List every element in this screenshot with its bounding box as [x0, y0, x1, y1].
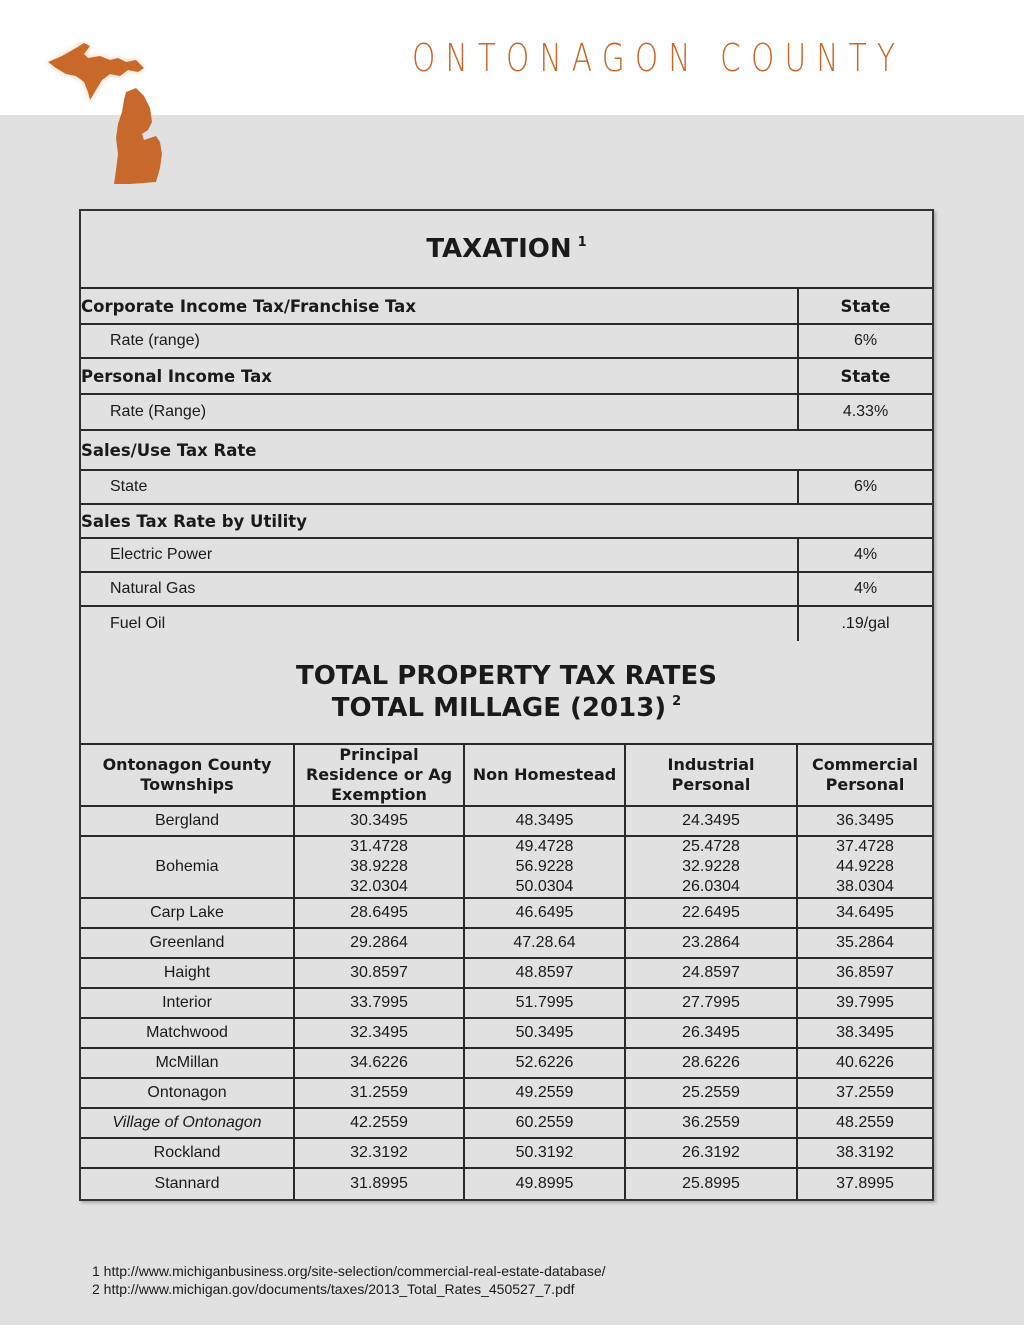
industrial-personal-value: 27.7995 — [682, 994, 740, 1011]
tax-rate-value: 6% — [853, 478, 878, 495]
principal-residence-value: 32.3192 — [350, 1144, 408, 1161]
non-homestead-value: 49.2559 — [515, 1084, 574, 1101]
non-homestead-value-cell — [465, 1109, 626, 1137]
industrial-personal-value: 32.9228 — [682, 858, 740, 875]
tax-section-heading-row — [81, 289, 932, 325]
industrial-personal-value-cell — [626, 807, 798, 835]
commercial-personal-value-cell — [798, 989, 932, 1017]
industrial-personal-value: 26.0304 — [682, 878, 740, 895]
commercial-personal-value: 38.3495 — [836, 1024, 894, 1041]
property-column-headers — [81, 745, 932, 807]
industrial-personal-value-cell — [626, 959, 798, 987]
township-row — [81, 1139, 932, 1169]
commercial-personal-value-cell — [798, 1109, 932, 1137]
commercial-personal-value: 38.0304 — [836, 878, 894, 895]
tax-rate-row — [81, 325, 932, 359]
tax-rate-value: 4% — [853, 580, 878, 597]
property-title-line2: TOTAL MILLAGE (2013) — [331, 693, 667, 723]
non-homestead-value: 51.7995 — [515, 994, 574, 1011]
taxation-title-row — [81, 211, 932, 289]
industrial-personal-value-cell — [626, 899, 798, 927]
principal-residence-value-cell — [295, 989, 465, 1017]
county-title: ONTONAGON COUNTY — [412, 36, 906, 80]
non-homestead-value: 50.3495 — [515, 1024, 574, 1041]
taxation-title-text: TAXATION — [426, 234, 572, 264]
principal-residence-value-cell — [295, 1169, 465, 1199]
commercial-personal-value: 48.2559 — [836, 1114, 894, 1131]
township-name: McMillan — [81, 1049, 295, 1077]
tax-rate-row — [81, 573, 932, 607]
commercial-personal-value-cell — [798, 929, 932, 957]
tax-rate-row — [81, 539, 932, 573]
tax-sections — [81, 289, 932, 641]
tax-rate-label: Fuel Oil — [81, 607, 799, 641]
industrial-personal-value: 25.4728 — [682, 838, 740, 855]
principal-residence-value-cell — [295, 1049, 465, 1077]
principal-residence-value: 33.7995 — [350, 994, 408, 1011]
township-row — [81, 1169, 932, 1199]
commercial-personal-value: 38.3192 — [836, 1144, 894, 1161]
township-name: Bergland — [81, 807, 295, 835]
principal-residence-value: 29.2864 — [350, 934, 408, 951]
principal-residence-value-cell — [295, 929, 465, 957]
tax-rate-label: Natural Gas — [81, 573, 799, 605]
industrial-personal-value: 26.3192 — [682, 1144, 740, 1161]
principal-residence-value: 30.3495 — [350, 812, 408, 829]
footnote-ref-2: 2 — [672, 694, 682, 709]
commercial-personal-value: 37.2559 — [836, 1084, 894, 1101]
principal-residence-value: 42.2559 — [350, 1114, 408, 1131]
commercial-personal-value: 36.3495 — [836, 812, 894, 829]
non-homestead-value: 49.4728 — [515, 838, 574, 855]
township-row — [81, 929, 932, 959]
principal-residence-value-cell — [295, 807, 465, 835]
principal-residence-value: 38.9228 — [350, 858, 408, 875]
footnote-ref-1: 1 — [577, 235, 587, 250]
non-homestead-value: 50.3192 — [515, 1144, 574, 1161]
non-homestead-value: 48.3495 — [515, 812, 574, 829]
township-row — [81, 899, 932, 929]
principal-residence-value: 31.2559 — [350, 1084, 408, 1101]
principal-residence-value-cell — [295, 1109, 465, 1137]
tax-section-jurisdiction: State — [840, 366, 891, 386]
principal-residence-value: 31.8995 — [350, 1175, 408, 1192]
township-name: Rockland — [81, 1139, 295, 1167]
tax-rate-value: .19/gal — [841, 615, 890, 632]
tax-rate-label: Electric Power — [81, 539, 799, 571]
non-homestead-value-cell — [465, 1139, 626, 1167]
non-homestead-value-cell — [465, 899, 626, 927]
industrial-personal-value: 25.2559 — [682, 1084, 740, 1101]
principal-residence-value: 30.8597 — [350, 964, 408, 981]
commercial-personal-value-cell — [798, 807, 932, 835]
tax-rate-row — [81, 395, 932, 431]
commercial-personal-value-cell — [798, 1019, 932, 1047]
non-homestead-value: 56.9228 — [515, 858, 574, 875]
industrial-personal-value-cell — [626, 837, 798, 897]
tax-section-heading-row — [81, 359, 932, 395]
tax-rate-label: Rate (Range) — [81, 395, 799, 429]
tax-section-heading: Corporate Income Tax/Franchise Tax — [81, 289, 799, 323]
industrial-personal-value-cell — [626, 989, 798, 1017]
taxation-title — [81, 211, 932, 287]
non-homestead-value-cell — [465, 989, 626, 1017]
commercial-personal-value: 34.6495 — [836, 904, 894, 921]
township-name: Carp Lake — [81, 899, 295, 927]
township-name: Stannard — [81, 1169, 295, 1199]
township-row — [81, 807, 932, 837]
principal-residence-value-cell — [295, 837, 465, 897]
township-name: Ontonagon — [81, 1079, 295, 1107]
commercial-personal-value-cell — [798, 1049, 932, 1077]
column-header-non-homestead: Non Homestead — [465, 745, 626, 805]
commercial-personal-value-cell — [798, 1079, 932, 1107]
principal-residence-value: 31.4728 — [350, 838, 408, 855]
michigan-map-icon — [40, 38, 195, 188]
tax-rate-row — [81, 607, 932, 641]
principal-residence-value-cell — [295, 959, 465, 987]
column-header-industrial-personal: Industrial Personal — [626, 745, 798, 805]
property-title-row — [81, 641, 932, 745]
principal-residence-value-cell — [295, 1139, 465, 1167]
industrial-personal-value: 28.6226 — [682, 1054, 740, 1071]
commercial-personal-value-cell — [798, 959, 932, 987]
township-name: Matchwood — [81, 1019, 295, 1047]
commercial-personal-value: 44.9228 — [836, 858, 894, 875]
non-homestead-value-cell — [465, 1079, 626, 1107]
township-name: Village of Ontonagon — [81, 1109, 295, 1137]
township-row — [81, 989, 932, 1019]
tax-rate-label: State — [81, 471, 799, 503]
property-rows — [81, 807, 932, 1199]
column-header-townships: Ontonagon County Townships — [81, 745, 295, 805]
tax-rate-value: 4.33% — [842, 403, 889, 420]
principal-residence-value-cell — [295, 899, 465, 927]
industrial-personal-value: 22.6495 — [682, 904, 740, 921]
commercial-personal-value-cell — [798, 1169, 932, 1199]
township-name: Haight — [81, 959, 295, 987]
industrial-personal-value-cell — [626, 1019, 798, 1047]
township-name: Bohemia — [81, 837, 295, 897]
non-homestead-value: 60.2559 — [515, 1114, 574, 1131]
principal-residence-value: 28.6495 — [350, 904, 408, 921]
non-homestead-value-cell — [465, 1049, 626, 1077]
non-homestead-value-cell — [465, 807, 626, 835]
industrial-personal-value: 23.2864 — [682, 934, 740, 951]
non-homestead-value: 46.6495 — [515, 904, 574, 921]
industrial-personal-value: 36.2559 — [682, 1114, 740, 1131]
township-row — [81, 837, 932, 899]
principal-residence-value: 32.3495 — [350, 1024, 408, 1041]
commercial-personal-value: 36.8597 — [836, 964, 894, 981]
commercial-personal-value: 37.4728 — [836, 838, 894, 855]
non-homestead-value-cell — [465, 929, 626, 957]
industrial-personal-value-cell — [626, 1049, 798, 1077]
commercial-personal-value-cell — [798, 899, 932, 927]
township-row — [81, 1049, 932, 1079]
column-header-commercial-personal: Commercial Personal — [811, 755, 919, 794]
commercial-personal-value: 35.2864 — [836, 934, 894, 951]
industrial-personal-value-cell — [626, 929, 798, 957]
commercial-personal-value: 37.8995 — [836, 1175, 894, 1192]
column-header-principal-residence: Principal Residence or Ag Exemption — [295, 745, 465, 805]
property-title — [81, 641, 932, 743]
industrial-personal-value-cell — [626, 1109, 798, 1137]
tax-rate-value: 6% — [853, 332, 878, 349]
tax-section-heading-row — [81, 505, 932, 539]
industrial-personal-value: 26.3495 — [682, 1024, 740, 1041]
footnote-1[interactable]: 1 http://www.michiganbusiness.org/site-selection/commercial-real-estate-database/ — [92, 1263, 606, 1279]
non-homestead-value: 52.6226 — [515, 1054, 574, 1071]
township-name: Greenland — [81, 929, 295, 957]
commercial-personal-value-cell — [798, 837, 932, 897]
commercial-personal-value-cell — [798, 1139, 932, 1167]
township-row — [81, 1109, 932, 1139]
tax-rate-value: 4% — [853, 546, 878, 563]
commercial-personal-value: 39.7995 — [836, 994, 894, 1011]
tax-section-jurisdiction: State — [840, 296, 891, 316]
non-homestead-value-cell — [465, 959, 626, 987]
taxation-table — [79, 209, 934, 1201]
non-homestead-value-cell — [465, 1169, 626, 1199]
footnotes — [92, 1262, 606, 1298]
tax-section-heading: Sales Tax Rate by Utility — [81, 511, 307, 531]
non-homestead-value: 48.8597 — [515, 964, 574, 981]
industrial-personal-value: 24.8597 — [682, 964, 740, 981]
commercial-personal-value: 40.6226 — [836, 1054, 894, 1071]
tax-rate-row — [81, 471, 932, 505]
tax-section-heading-row — [81, 431, 932, 471]
non-homestead-value-cell — [465, 1019, 626, 1047]
township-row — [81, 959, 932, 989]
township-row — [81, 1019, 932, 1049]
principal-residence-value: 32.0304 — [350, 878, 408, 895]
industrial-personal-value: 25.8995 — [682, 1175, 740, 1192]
non-homestead-value: 49.8995 — [515, 1175, 574, 1192]
tax-section-heading: Sales/Use Tax Rate — [81, 440, 257, 460]
township-name: Interior — [81, 989, 295, 1017]
principal-residence-value-cell — [295, 1079, 465, 1107]
principal-residence-value-cell — [295, 1019, 465, 1047]
property-title-line1: TOTAL PROPERTY TAX RATES — [295, 661, 718, 691]
tax-section-heading: Personal Income Tax — [81, 359, 799, 393]
non-homestead-value: 50.0304 — [515, 878, 574, 895]
non-homestead-value-cell — [465, 837, 626, 897]
industrial-personal-value: 24.3495 — [682, 812, 740, 829]
principal-residence-value: 34.6226 — [350, 1054, 408, 1071]
industrial-personal-value-cell — [626, 1139, 798, 1167]
township-row — [81, 1079, 932, 1109]
industrial-personal-value-cell — [626, 1079, 798, 1107]
non-homestead-value: 47.28.64 — [513, 934, 576, 951]
industrial-personal-value-cell — [626, 1169, 798, 1199]
footnote-2[interactable]: 2 http://www.michigan.gov/documents/taxes/2013_Total_Rates_450527_7.pdf — [92, 1281, 575, 1297]
tax-rate-label: Rate (range) — [81, 325, 799, 357]
